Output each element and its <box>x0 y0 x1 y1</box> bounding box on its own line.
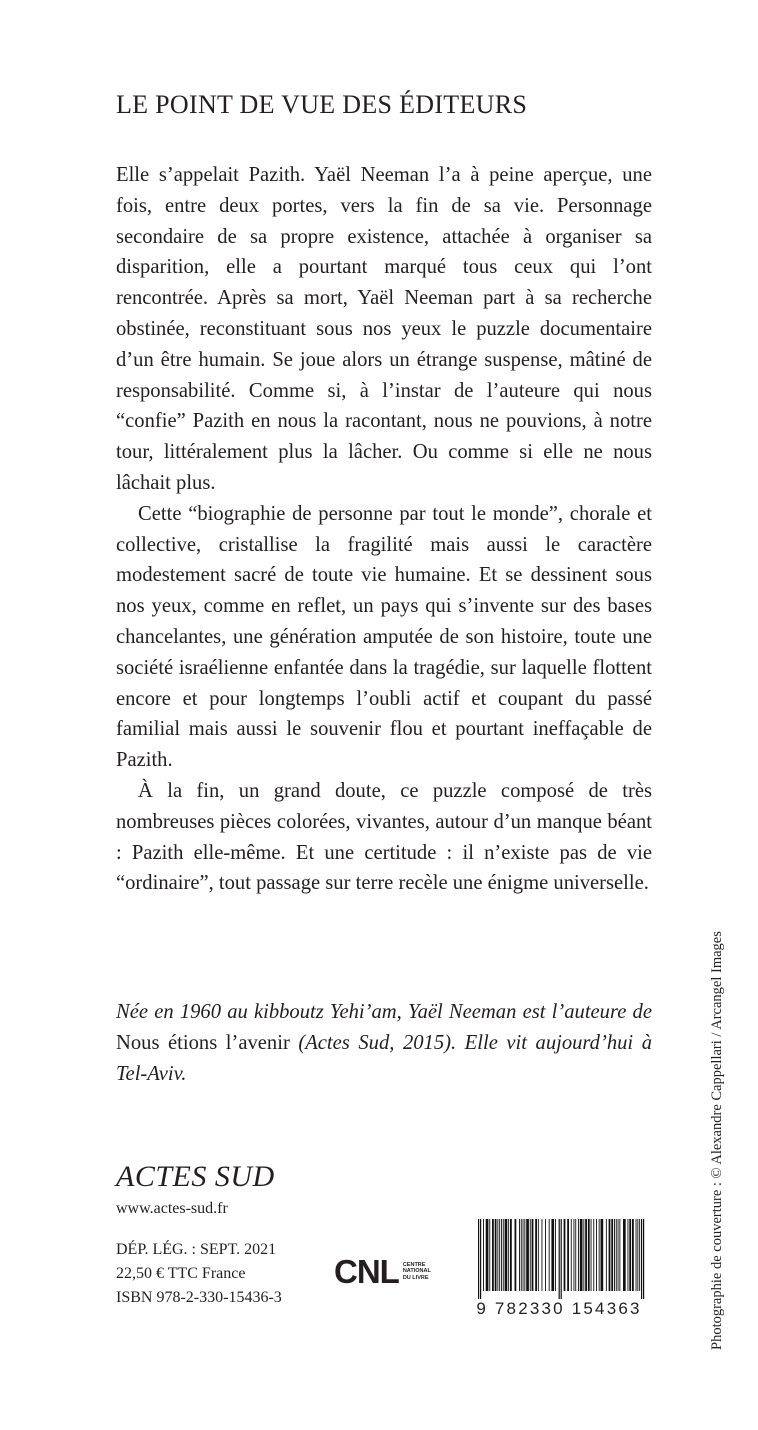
barcode-guard-bar <box>643 1219 644 1299</box>
barcode-bar <box>555 1219 556 1291</box>
photo-credit: Photographie de couverture : © Alexandre Cappellari / Arcangel Images <box>709 931 725 1350</box>
barcode-bar <box>567 1219 569 1291</box>
barcode <box>466 1219 652 1319</box>
barcode-bar <box>519 1219 520 1291</box>
legal-deposit: DÉP. LÉG. : SEPT. 2021 <box>116 1241 277 1258</box>
barcode-bar <box>628 1219 629 1291</box>
barcode-bar <box>639 1219 640 1291</box>
barcode-bar <box>486 1219 489 1291</box>
barcode-bar <box>601 1219 604 1291</box>
barcode-bar <box>637 1219 638 1291</box>
barcode-bar <box>574 1219 575 1291</box>
paragraph-2: Cette “biographie de personne par tout le monde”, chorale et collective, cristallise la fragilité mais aussi le caractère modestement sacré de toute vie humaine. Et se dessinent sous nos yeux, comme en reflet, un pays qui s’invente sur des bases chancelantes, une génération amputée de son histoire, toute une société israélienne enfantée dans la tragédie, sur laquelle flottent encore et pour longtemps l’oubli actif et coupant du passé familial mais aussi le souvenir flou et pourtant ineffaçable de Pazith. <box>116 502 652 772</box>
barcode-bar <box>629 1219 631 1291</box>
publisher-url: www.actes-sud.fr <box>116 1200 228 1217</box>
barcode-bar <box>526 1219 529 1291</box>
barcode-bar <box>492 1219 494 1291</box>
barcode-guard-bar <box>641 1219 642 1299</box>
barcode-bar <box>538 1219 539 1291</box>
paragraph-1: Elle s’appelait Pazith. Yaël Neeman l’a à peine aperçue, une fois, entre deux portes, vers la fin de sa vie. Personnage secondaire de sa propre existence, attachée à organiser sa disparition, elle a pourtant marqué tous ceux qui l’ont rencontrée. Après sa mort, Yaël Neeman part à sa recherche obstinée, reconstituant sous nos yeux le puzzle documentaire d’un être humain. Se joue alors un étrange suspense, mâtiné de responsabilité. Comme si, à l’instar de l’auteure qui nous “confie” Pazith en nous la racontant, nous ne pouvions, à notre tour, littéralement plus la lâcher. Ou comme si elle ne nous lâchait plus. <box>116 164 652 494</box>
barcode-bar <box>530 1219 531 1291</box>
barcode-bar <box>619 1219 620 1291</box>
cnl-mark: CNL <box>334 1253 399 1290</box>
barcode-bar <box>609 1219 611 1291</box>
barcode-bar <box>616 1219 617 1291</box>
barcode-bars-icon <box>466 1219 652 1299</box>
barcode-bar <box>611 1219 613 1291</box>
bio-outro: (Actes Sud, 2015). Elle vit aujourd’hui à Tel-Aviv. <box>116 1031 652 1085</box>
author-bio <box>116 997 652 1089</box>
barcode-bar <box>545 1219 546 1291</box>
barcode-guard-bar <box>478 1219 479 1299</box>
barcode-bar <box>542 1219 543 1291</box>
barcode-bar <box>593 1219 594 1291</box>
barcode-bar <box>606 1219 607 1291</box>
publisher-logo: ACTES SUD <box>116 1160 275 1193</box>
barcode-bar <box>499 1219 500 1291</box>
legal-info <box>116 1238 282 1310</box>
bio-intro: Née en 1960 au kibboutz Yehi’am, Yaël Neeman est l’auteure de <box>116 1001 652 1023</box>
cnl-logo <box>334 1255 443 1288</box>
price: 22,50 € TTC France <box>116 1265 246 1282</box>
bio-book-title: Nous étions l’avenir <box>116 1031 290 1054</box>
barcode-bar <box>596 1219 597 1291</box>
barcode-bar <box>524 1219 525 1291</box>
barcode-bar <box>508 1219 509 1291</box>
barcode-bar <box>599 1219 600 1291</box>
barcode-bar <box>580 1219 583 1291</box>
barcode-digits: 9 782330 154363 <box>476 1299 642 1318</box>
barcode-guard-bar <box>480 1219 481 1299</box>
barcode-bar <box>591 1219 592 1291</box>
barcode-bar <box>532 1219 534 1291</box>
barcode-bar <box>551 1219 554 1291</box>
barcode-bar <box>549 1219 550 1291</box>
barcode-bar <box>503 1219 504 1291</box>
cnl-subtitle: CENTRE NATIONAL DU LIVRE <box>402 1261 431 1281</box>
barcode-bar <box>515 1219 517 1291</box>
barcode-bar <box>618 1219 619 1291</box>
barcode-bar <box>575 1219 576 1291</box>
barcode-bar <box>578 1219 579 1291</box>
body-text <box>116 160 652 899</box>
barcode-bar <box>632 1219 634 1291</box>
page-heading: LE POINT DE VUE DES ÉDITEURS <box>116 90 528 119</box>
barcode-bar <box>623 1219 626 1291</box>
barcode-bar <box>489 1219 490 1291</box>
paragraph-3: À la fin, un grand doute, ce puzzle composé de très nombreuses pièces colorées, vivantes, autour d’un manque béant : Pazith elle-même. Et une certitude : il n’existe pas de vie “ordinaire”, tout passage sur terre recèle une énigme universelle. <box>116 779 652 895</box>
barcode-guard-bar <box>561 1219 562 1299</box>
barcode-guard-bar <box>559 1219 560 1299</box>
barcode-bar <box>535 1219 537 1291</box>
barcode-bar <box>505 1219 508 1291</box>
barcode-bar <box>588 1219 590 1291</box>
barcode-bar <box>501 1219 502 1291</box>
barcode-bar <box>497 1219 498 1291</box>
barcode-bar <box>571 1219 572 1291</box>
barcode-bar <box>583 1219 584 1291</box>
barcode-bar <box>521 1219 522 1291</box>
barcode-bar <box>523 1219 524 1291</box>
barcode-bar <box>510 1219 512 1291</box>
barcode-bar <box>614 1219 615 1291</box>
barcode-bar <box>495 1219 497 1291</box>
barcode-bar <box>585 1219 587 1291</box>
barcode-bar <box>564 1219 566 1291</box>
isbn: ISBN 978-2-330-15436-3 <box>116 1289 282 1306</box>
barcode-bar <box>483 1219 484 1291</box>
barcode-bar <box>636 1219 637 1291</box>
